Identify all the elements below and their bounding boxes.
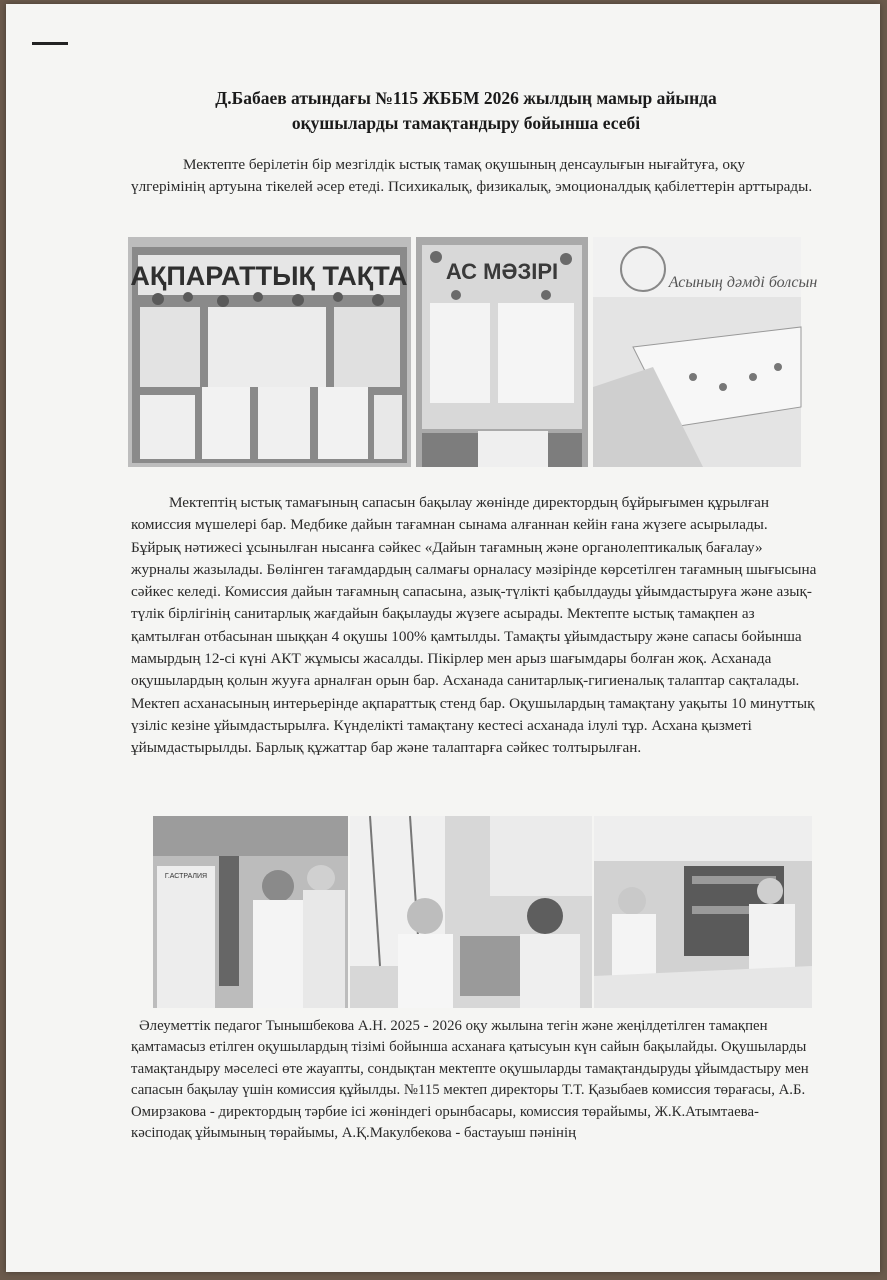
photo-info-board xyxy=(128,237,411,467)
page-mark xyxy=(32,42,68,45)
door-label: Г.АСТРАЛИЯ xyxy=(164,873,208,880)
photo-dining-hall xyxy=(593,237,818,467)
paragraph-intro: Мектепте берілетін бір мезгілдік ыстық тамақ оқушының денсаулығын нығайтуға, оқу үлгерімінің артуына тікелей әсер етеді. Психикалық, физикалық, эмоционалдық қабілеттерін арттырады. xyxy=(131,156,813,196)
document-page xyxy=(6,4,880,1272)
paragraph-commission: Мектептің ыстық тамағының сапасын бақылау жөнінде директордың бұйрығымен құрылған комиссия мүшелері бар. Медбике дайын тағамнан сынама алғаннан кейін ғана жүзеге асырылады. Бұйрық нәтижесі ұсынылған нысанға сәйкес «Дайын тағамның және органолептикалық бағалау» журналы жазылады. Бөлінген тағамдардың салмағы орналасу мәзірінде көрсетілген тағамның шығысына сәйкес келеді. Комиссия дайын тағамның сапасына, азық-түлікті қабылдауды ұйымдастыруға және азық-түлік бірлігінің санитарлық жағдайын бақылауды жүзеге асырады. Мектепте ыстық тамақпен аз қамтылған отбасынан шыққан 4 оқушы 100% қамтылды. Тамақты ұйымдастыру және сапасы бойынша мамырдың 12-сі күні АКТ жұмысы жасалды. Пікірлер мен арыз шағымдары болған жоқ. Асханада оқушылардың қолын жууға арналған орын бар. Асханада санитарлық-гигиеналық талаптар сақталады. Мектеп асханасының интерьерінде ақпараттық стенд бар. Оқушылардың тамақтану уақыты 10 минуттық үзіліс кезіне ұйымдастырылға. Күнделікті тамақтану кестесі асханада ілулі тұр. Асхана қызметі ұйымдастырылды. Барлық құжаттар бар және талаптарға сәйкес толтырылған. xyxy=(131,494,817,757)
photo-kitchen-door xyxy=(153,816,348,1008)
menu-board-sign: АС МӘЗІРІ xyxy=(445,259,559,284)
info-board-sign: АҚПАРАТТЫҚ ТАҚТА xyxy=(130,261,408,291)
page-title xyxy=(136,86,796,136)
paragraph-social-pedagogue: Әлеуметтік педагог Тынышбекова А.Н. 2025 - 2026 оқу жылына тегін және жеңілдетілген тамақпен қамтамасыз етілген оқушылардың тізімі бойынша асханаға қатысуын күн сайын бақылайды. Оқушыларды тамақтандыру мәселесі өте жауапты, сондықтан мектепте оқушыларды тамақтандыруды ұйымдастыру мен сапасын бақылау үшін комиссия құйылды. №115 мектеп директоры Т.Т. Қазыбаев комиссия төрағасы, А.Б. Омирзакова - директордың тәрбие ісі жөніндегі орынбасары, комиссия төрайымы, Ж.К.Атымтаева- кәсіподақ ұйымының төрайымы, А.Қ.Макулбекова - бастауыш пәнінің xyxy=(131,1018,809,1142)
photo-menu-board xyxy=(416,237,588,467)
title-line-1: Д.Бабаев атындағы №115 ЖББМ 2026 жылдың мамыр айында xyxy=(215,88,717,108)
photo-food-tasting xyxy=(350,816,592,1008)
photo-kitchen-room xyxy=(594,816,812,1008)
dining-wall-text: Асының дәмді болсын xyxy=(668,274,818,291)
title-line-2: оқушыларды тамақтандыру бойынша есебі xyxy=(291,113,641,133)
